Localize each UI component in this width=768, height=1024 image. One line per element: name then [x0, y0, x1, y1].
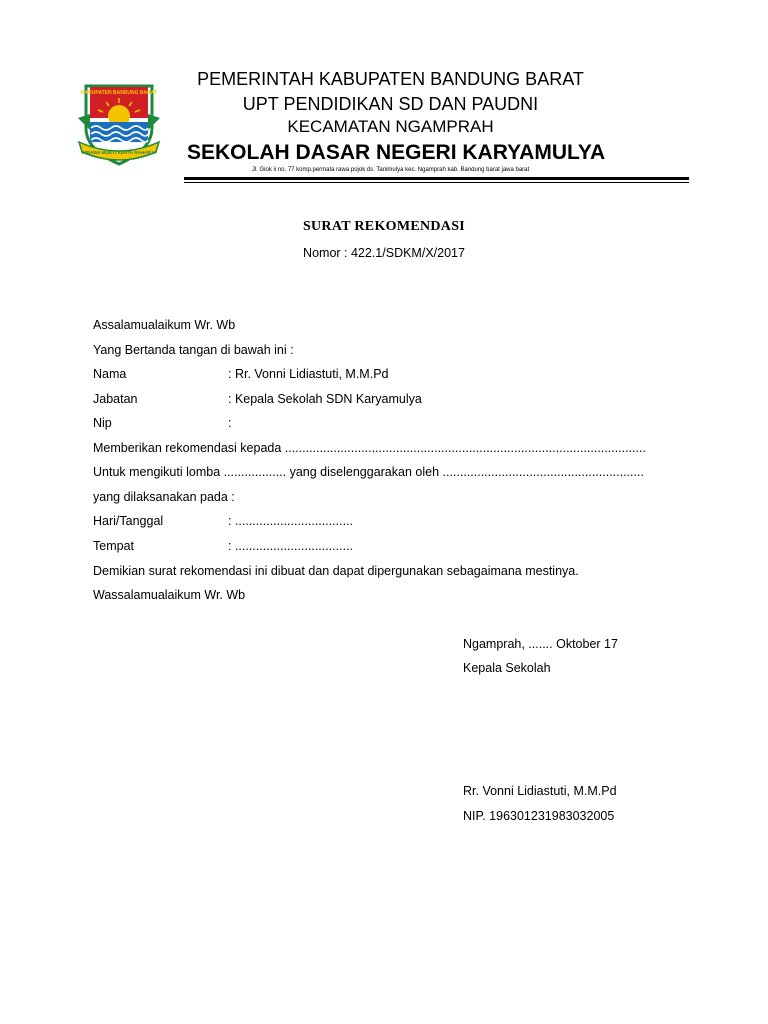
- greeting: Assalamualaikum Wr. Wb: [93, 318, 236, 332]
- place-value: : ..................................: [228, 539, 354, 553]
- date-value: : ..................................: [228, 514, 354, 528]
- held-on-line: yang dilaksanakan pada :: [93, 490, 235, 504]
- logo-banner-top: KABUPATEN BANDUNG BARAT: [80, 90, 158, 96]
- competition-line: Untuk mengikuti lomba .................. yang diselenggarakan oleh ..........................................................: [93, 465, 644, 479]
- letter-title: SURAT REKOMENDASI: [302, 219, 466, 234]
- signature-place-date: Ngamprah, ....... Oktober 17: [463, 637, 618, 651]
- closing-line: Demikian surat rekomendasi ini dibuat dan dapat dipergunakan sebagaimana mestinya.: [93, 564, 579, 578]
- header-kecamatan: KECAMATAN NGAMPRAH: [287, 117, 494, 136]
- header-address: Jl. Giok ii no. 77 komp.permata rawa pojok ds. Tanimulya kec. Ngamprah kab. Bandung barat jawa barat: [251, 167, 530, 173]
- nip-value: :: [228, 416, 232, 430]
- signature-position: Kepala Sekolah: [463, 661, 551, 675]
- header-school-name: SEKOLAH DASAR NEGERI KARYAMULYA: [187, 141, 606, 164]
- header-divider-thin: [184, 182, 689, 183]
- nama-value: : Rr. Vonni Lidiastuti, M.M.Pd: [228, 367, 389, 381]
- header-divider-thick: [184, 177, 689, 180]
- intro-line: Yang Bertanda tangan di bawah ini :: [93, 343, 294, 357]
- signature-name: Rr. Vonni Lidiastuti, M.M.Pd: [463, 784, 617, 798]
- logo-banner-bottom: WIBAWA MUKTI KERTA RAHARJA: [81, 150, 157, 155]
- recommendation-line: Memberikan rekomendasi kepada ........................................................................................................: [93, 441, 646, 455]
- nip-label: Nip: [93, 416, 112, 430]
- header-upt: UPT PENDIDIKAN SD DAN PAUDNI: [242, 94, 539, 114]
- letter-number: Nomor : 422.1/SDKM/X/2017: [303, 246, 465, 260]
- signature-nip: NIP. 196301231983032005: [463, 809, 615, 823]
- jabatan-value: : Kepala Sekolah SDN Karyamulya: [228, 392, 422, 406]
- place-label: Tempat: [93, 539, 134, 553]
- nama-label: Nama: [93, 367, 127, 381]
- header-government: PEMERINTAH KABUPATEN BANDUNG BARAT: [197, 69, 584, 89]
- regency-logo: [76, 78, 162, 170]
- farewell-line: Wassalamualaikum Wr. Wb: [93, 588, 246, 602]
- date-label: Hari/Tanggal: [93, 514, 164, 528]
- jabatan-label: Jabatan: [93, 392, 138, 406]
